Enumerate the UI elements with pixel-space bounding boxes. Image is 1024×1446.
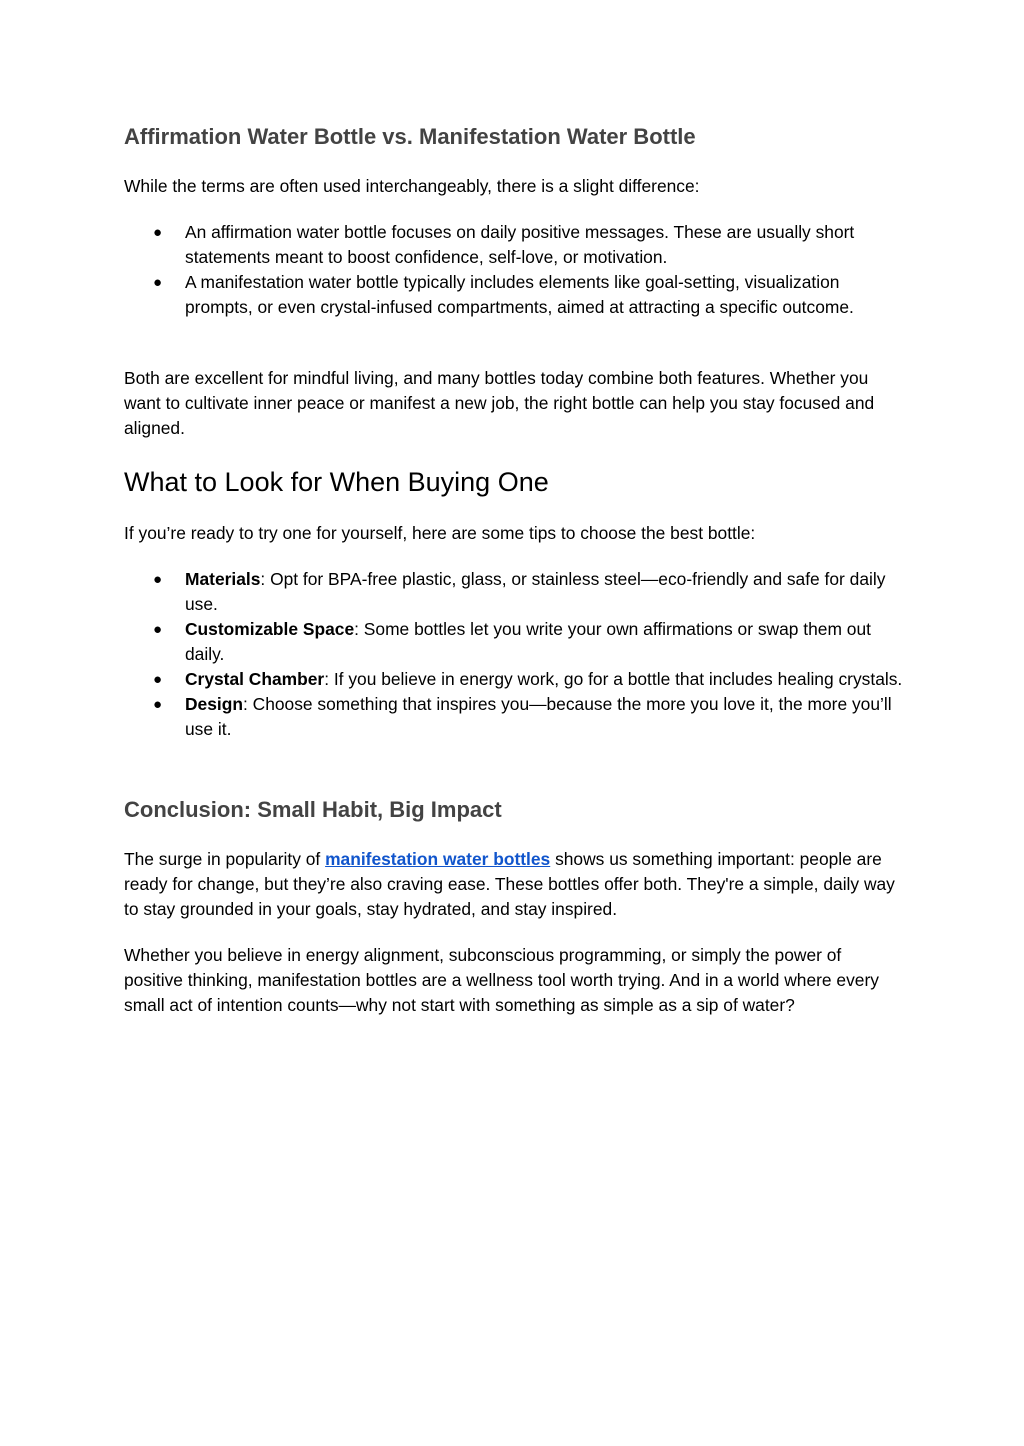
tip-text: : Opt for BPA-free plastic, glass, or stainless steel—eco-friendly and safe for daily use. xyxy=(185,569,886,614)
list-item xyxy=(124,270,904,320)
buying-heading: What to Look for When Buying One xyxy=(124,467,549,497)
bullet-icon: ● xyxy=(153,571,163,588)
bullet-icon: ● xyxy=(153,696,163,713)
buying-intro: If you’re ready to try one for yourself, here are some tips to choose the best bottle: xyxy=(124,523,756,543)
buying-tips-list xyxy=(124,567,904,742)
conclusion-heading: Conclusion: Small Habit, Big Impact xyxy=(124,797,502,822)
conclusion-text-end: shows us something important: people are ready for change, but they’re also craving ease. These bottles offer both. They're a simple, daily way to stay grounded in your goals, stay hydrated, and stay inspired. xyxy=(124,849,895,919)
tip-text: : Some bottles let you write your own affirmations or swap them out daily. xyxy=(185,619,871,664)
list-item xyxy=(124,617,904,667)
conclusion-paragraph-1 xyxy=(124,847,904,922)
comparison-intro: While the terms are often used interchangeably, there is a slight difference: xyxy=(124,176,700,196)
manifestation-bottles-link[interactable]: manifestation water bottles xyxy=(325,849,551,869)
comparison-closing: Both are excellent for mindful living, and many bottles today combine both features. Whether you want to cultivate inner peace or manifest a new job, the right bottle can help you stay focused and aligned. xyxy=(124,368,875,438)
tip-term: Design xyxy=(185,694,243,714)
bullet-icon: ● xyxy=(153,671,163,688)
bullet-icon: ● xyxy=(153,621,163,638)
tip-term: Customizable Space xyxy=(185,619,355,639)
list-item xyxy=(124,667,904,692)
conclusion-text-start: The surge in popularity of xyxy=(124,849,326,869)
list-item-text: An affirmation water bottle focuses on daily positive messages. These are usually short statements meant to boost confidence, self-love, or motivation. xyxy=(185,222,855,267)
comparison-list xyxy=(124,220,904,320)
list-item xyxy=(124,567,904,617)
tip-text: : If you believe in energy work, go for a bottle that includes healing crystals. xyxy=(324,669,903,689)
comparison-heading: Affirmation Water Bottle vs. Manifestation Water Bottle xyxy=(124,124,696,149)
tip-term: Crystal Chamber xyxy=(185,669,325,689)
list-item-text: A manifestation water bottle typically includes elements like goal-setting, visualization prompts, or even crystal-infused compartments, aimed at attracting a specific outcome. xyxy=(185,272,854,317)
conclusion-paragraph-2: Whether you believe in energy alignment, subconscious programming, or simply the power of positive thinking, manifestation bottles are a wellness tool worth trying. And in a world where every small act of intention counts—why not start with something as simple as a sip of water? xyxy=(124,945,879,1015)
tip-term: Materials xyxy=(185,569,261,589)
bullet-icon: ● xyxy=(153,224,163,241)
list-item xyxy=(124,692,904,742)
bullet-icon: ● xyxy=(153,274,163,291)
tip-text: : Choose something that inspires you—because the more you love it, the more you’ll use it. xyxy=(185,694,892,739)
list-item xyxy=(124,220,904,270)
